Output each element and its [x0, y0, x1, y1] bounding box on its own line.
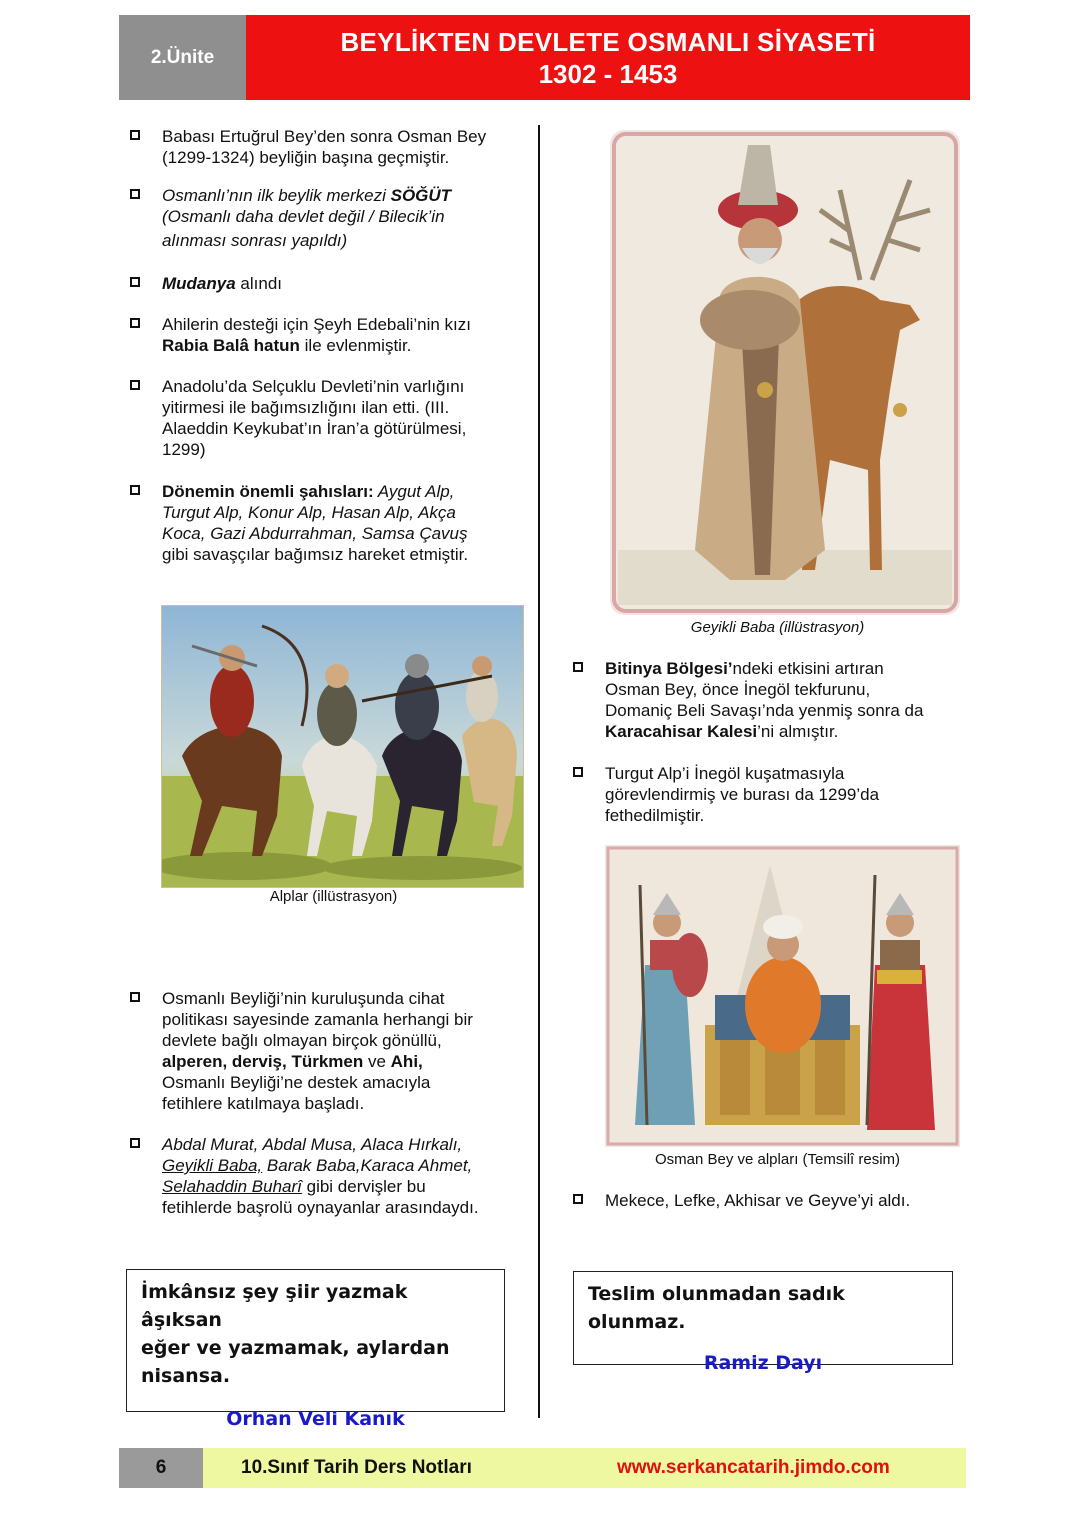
- bullet-text: Turgut Alp’i İnegöl kuşatmasıyla: [605, 764, 845, 783]
- alplar-illustration: [161, 605, 524, 888]
- bullet-bold-text: alperen, derviş, Türkmen: [162, 1052, 364, 1071]
- checkbox-bullet-icon: [130, 318, 140, 328]
- bullet-text: 1299): [162, 440, 206, 459]
- bullet-bold-text: Karacahisar Kalesi: [605, 722, 758, 741]
- geyikli-baba-image: [610, 130, 960, 615]
- bullet-underlined-text: Geyikli Baba,: [162, 1156, 263, 1175]
- page-title-years: 1302 - 1453: [538, 58, 678, 89]
- bullet-text: ile evlenmiştir.: [299, 336, 412, 355]
- quote-author: Orhan Veli Kanık: [226, 1408, 405, 1430]
- bullet-text: fetihlere katılmaya başladı.: [162, 1094, 365, 1113]
- bullet-text: fetihlerde başrolü oynayanlar arasındaydı.: [162, 1198, 479, 1217]
- checkbox-bullet-icon: [573, 767, 583, 777]
- bullet-text: görevlendirmiş ve burası da 1299’da: [605, 785, 880, 804]
- bullet-bold-text: SÖĞÜT: [390, 186, 452, 205]
- quote-box-right: [573, 1271, 953, 1374]
- column-divider: [538, 125, 540, 1418]
- bullet-text: Koca, Gazi Abdurrahman, Samsa Çavuş: [162, 524, 468, 543]
- bullet-text: ve: [363, 1052, 391, 1071]
- checkbox-bullet-icon: [130, 1138, 140, 1148]
- bullet-text: (1299-1324) beyliğin başına geçmiştir.: [162, 148, 450, 167]
- bullet-text: alındı: [235, 274, 282, 293]
- quote-text: İmkânsız şey şiir yazmak âşıksan: [141, 1281, 408, 1331]
- quote-box-left: [126, 1269, 505, 1430]
- checkbox-bullet-icon: [573, 662, 583, 672]
- footer-title: 10.Sınıf Tarih Ders Notları: [241, 1457, 472, 1478]
- checkbox-bullet-icon: [130, 992, 140, 1002]
- page-title-line1: BEYLİKTEN DEVLETE OSMANLI SİYASETİ: [340, 26, 876, 57]
- bullet-text: ndeki etkisini artıran: [732, 659, 884, 678]
- caption-alplar: Alplar (illüstrasyon): [269, 888, 398, 905]
- bullet-text: Barak Baba,Karaca Ahmet,: [262, 1156, 473, 1175]
- page-number: 6: [119, 1448, 203, 1488]
- quote-author: Ramiz Dayı: [703, 1352, 823, 1374]
- checkbox-bullet-icon: [130, 380, 140, 390]
- bullet-text: Osmanlı’nın ilk beylik merkezi: [162, 186, 391, 205]
- page-title: [246, 15, 970, 100]
- checkbox-bullet-icon: [130, 277, 140, 287]
- osman-bey-image: [605, 845, 960, 1147]
- osman-bey-illustration: [605, 845, 960, 1147]
- caption-geyikli-baba: Geyikli Baba (illüstrasyon): [690, 619, 865, 636]
- bullet-bold-text: Rabia Balâ hatun: [162, 336, 300, 355]
- unit-label: 2.Ünite: [119, 15, 246, 100]
- bullet-text: gibi savaşçılar bağımsız hareket etmiştir.: [162, 545, 469, 564]
- checkbox-bullet-icon: [130, 485, 140, 495]
- quote-text: nisansa.: [141, 1365, 231, 1387]
- bullet-text: Alaeddin Keykubat’ın İran’a götürülmesi,: [162, 419, 467, 438]
- bullet-text: ’ni almıştır.: [757, 722, 839, 741]
- quote-text: Teslim olunmadan sadık olunmaz.: [588, 1283, 845, 1333]
- bullet-text: Domaniç Beli Savaşı’nda yenmiş sonra da: [605, 701, 924, 720]
- bullet-text: Ahilerin desteği için Şeyh Edebali’nin kızı: [162, 315, 472, 334]
- quote-text: eğer ve yazmamak, aylardan: [141, 1337, 450, 1359]
- checkbox-bullet-icon: [130, 130, 140, 140]
- bullet-bold-text: Dönemin önemli şahısları:: [162, 482, 374, 501]
- checkbox-bullet-icon: [573, 1194, 583, 1204]
- bullet-bold-text: Ahi,: [390, 1052, 423, 1071]
- bullet-text: fethedilmiştir.: [605, 806, 705, 825]
- bullet-underlined-text: Selahaddin Buharî: [162, 1177, 302, 1196]
- bullet-text: Abdal Murat, Abdal Musa, Alaca Hırkalı,: [162, 1135, 463, 1154]
- bullet-bold-text: Mudanya: [162, 274, 236, 293]
- bullet-text: yitirmesi ile bağımsızlığını ilan etti. (III.: [162, 398, 450, 417]
- bullet-text: politikası sayesinde zamanla herhangi bir: [162, 1010, 473, 1029]
- bullet-text: alınması sonrası yapıldı): [162, 231, 348, 250]
- bullet-text: Babası Ertuğrul Bey’den sonra Osman Bey: [162, 127, 487, 146]
- bullet-text: (Osmanlı daha devlet değil / Bilecik’in: [162, 207, 445, 226]
- caption-osman-bey: Osman Bey ve alpları (Temsilî resim): [654, 1151, 901, 1168]
- bullet-text: devlete bağlı olmayan birçok gönüllü,: [162, 1031, 442, 1050]
- footer-url-link[interactable]: www.serkancatarih.jimdo.com: [617, 1457, 890, 1478]
- bullet-bold-text: Bitinya Bölgesi’: [605, 659, 733, 678]
- bullet-text: Osman Bey, önce İnegöl tekfurunu,: [605, 680, 871, 699]
- bullet-text: Osmanlı Beyliği’nin kuruluşunda cihat: [162, 989, 445, 1008]
- geyikli-baba-illustration: [610, 130, 960, 615]
- checkbox-bullet-icon: [130, 189, 140, 199]
- bullet-text: Turgut Alp, Konur Alp, Hasan Alp, Akça: [162, 503, 456, 522]
- bullet-text: Osmanlı Beyliği’ne destek amacıyla: [162, 1073, 431, 1092]
- alplar-image: [162, 606, 523, 887]
- bullet-text: Aygut Alp,: [373, 482, 455, 501]
- bullet-text: Mekece, Lefke, Akhisar ve Geyve’yi aldı.: [605, 1191, 911, 1210]
- bullet-text: gibi dervişler bu: [301, 1177, 426, 1196]
- bullet-text: Anadolu’da Selçuklu Devleti’nin varlığını: [162, 377, 465, 396]
